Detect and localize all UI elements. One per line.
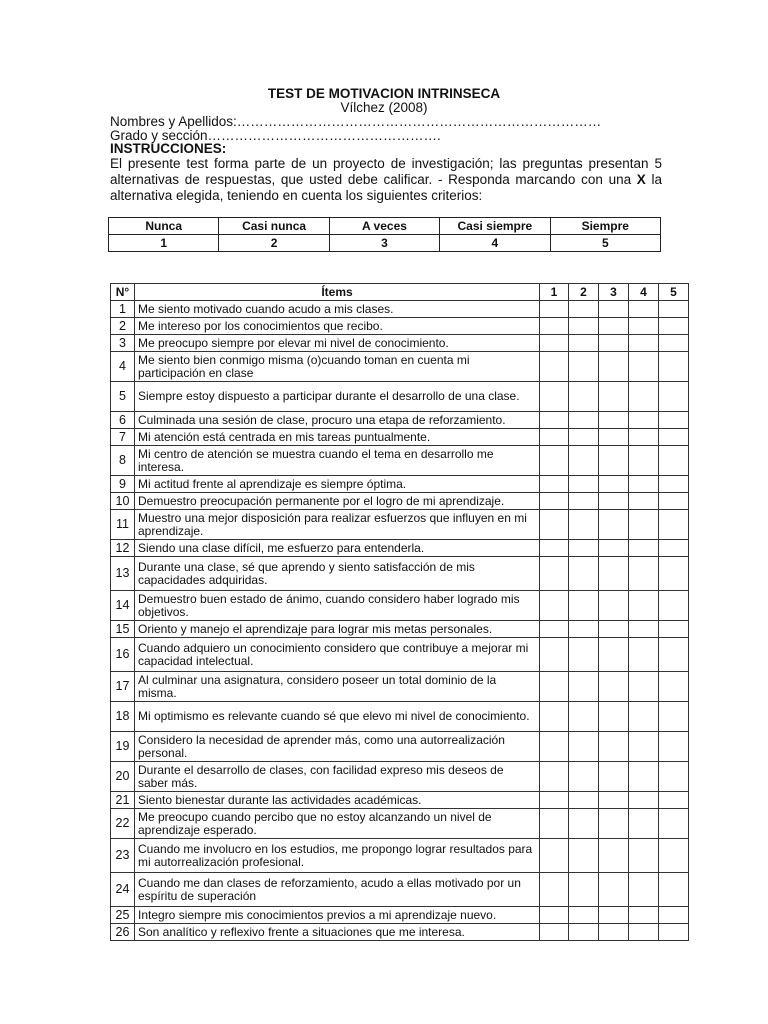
document-author: Vílchez (2008) [340,100,428,115]
answer-cell-3[interactable] [599,762,629,792]
answer-cell-1[interactable] [540,318,569,335]
item-text: Son analítico y reflexivo frente a situaciones que me interesa. [135,924,540,941]
answer-cell-4[interactable] [629,510,659,540]
answer-cell-5[interactable] [659,907,689,924]
answer-cell-5[interactable] [659,493,689,510]
items-header-row [111,284,689,301]
answer-cell-2[interactable] [569,672,599,702]
answer-cell-3[interactable] [599,672,629,702]
answer-cell-4[interactable] [629,924,659,941]
answer-cell-4[interactable] [629,792,659,809]
answer-cell-4[interactable] [629,429,659,446]
answer-cell-1[interactable] [540,873,569,907]
answer-cell-1[interactable] [540,621,569,638]
answer-cell-2[interactable] [569,702,599,732]
answer-cell-5[interactable] [659,873,689,907]
answer-cell-1[interactable] [540,335,569,352]
answer-cell-3[interactable] [599,446,629,476]
table-row [111,762,689,792]
item-text: Me siento bien conmigo misma (o)cuando toman en cuenta mi participación en clase [135,352,540,382]
item-number: 1 [111,301,135,318]
answer-cell-5[interactable] [659,809,689,839]
answer-cell-3[interactable] [599,702,629,732]
item-number: 14 [111,591,135,621]
item-number: 9 [111,476,135,493]
table-row [111,510,689,540]
item-text: Me preocupo siempre por elevar mi nivel de conocimiento. [135,335,540,352]
answer-cell-5[interactable] [659,510,689,540]
answer-cell-5[interactable] [659,335,689,352]
item-number: 8 [111,446,135,476]
item-number: 25 [111,907,135,924]
answer-cell-5[interactable] [659,591,689,621]
answer-cell-5[interactable] [659,924,689,941]
answer-cell-1[interactable] [540,762,569,792]
answer-cell-2[interactable] [569,301,599,318]
table-row [111,429,689,446]
answer-cell-4[interactable] [629,591,659,621]
answer-cell-4[interactable] [629,702,659,732]
item-number: 16 [111,638,135,672]
table-row [111,873,689,907]
answer-cell-1[interactable] [540,809,569,839]
criteria-label: Casi siempre [440,218,550,235]
table-row [111,839,689,873]
answer-cell-1[interactable] [540,301,569,318]
answer-cell-4[interactable] [629,907,659,924]
answer-cell-4[interactable] [629,809,659,839]
answer-cell-3[interactable] [599,924,629,941]
answer-cell-3[interactable] [599,792,629,809]
answer-cell-4[interactable] [629,335,659,352]
answer-cell-3[interactable] [599,621,629,638]
items-body [111,301,689,941]
instructions-heading: INSTRUCCIONES: [110,141,227,156]
answer-cell-3[interactable] [599,318,629,335]
answer-cell-2[interactable] [569,638,599,672]
table-row [111,672,689,702]
answer-cell-4[interactable] [629,352,659,382]
criteria-value: 2 [219,235,329,252]
answer-cell-4[interactable] [629,318,659,335]
answer-cell-1[interactable] [540,792,569,809]
item-text: Mi actitud frente al aprendizaje es siempre óptima. [135,476,540,493]
answer-cell-5[interactable] [659,621,689,638]
table-row [111,540,689,557]
item-text: Mi optimismo es relevante cuando sé que elevo mi nivel de conocimiento. [135,702,540,732]
item-text: Demuestro buen estado de ánimo, cuando considero haber logrado mis objetivos. [135,591,540,621]
item-text: Culminada una sesión de clase, procuro una etapa de reforzamiento. [135,412,540,429]
answer-cell-1[interactable] [540,672,569,702]
answer-cell-5[interactable] [659,672,689,702]
item-number: 11 [111,510,135,540]
grade-field[interactable]: Grado y sección……………………………………………. [110,128,441,143]
answer-cell-1[interactable] [540,476,569,493]
item-number: 19 [111,732,135,762]
item-text: Muestro una mejor disposición para realizar esfuerzos que influyen en mi aprendizaje. [135,510,540,540]
table-row [111,335,689,352]
items-table [110,283,689,941]
answer-cell-1[interactable] [540,591,569,621]
answer-cell-3[interactable] [599,352,629,382]
answer-cell-1[interactable] [540,638,569,672]
item-text: Siendo una clase difícil, me esfuerzo para entenderla. [135,540,540,557]
table-row [111,557,689,591]
answer-cell-2[interactable] [569,540,599,557]
answer-cell-4[interactable] [629,638,659,672]
item-text: Cuando adquiero un conocimiento considero que contribuye a mejorar mi capacidad intelectual. [135,638,540,672]
answer-cell-4[interactable] [629,476,659,493]
document-title: TEST DE MOTIVACION INTRINSECA [267,86,501,101]
item-number: 20 [111,762,135,792]
item-number: 26 [111,924,135,941]
answer-cell-5[interactable] [659,476,689,493]
criteria-label: Siempre [550,218,660,235]
answer-cell-2[interactable] [569,557,599,591]
answer-cell-1[interactable] [540,429,569,446]
item-number: 2 [111,318,135,335]
answer-cell-2[interactable] [569,924,599,941]
answer-cell-5[interactable] [659,557,689,591]
table-row [111,382,689,412]
item-number: 18 [111,702,135,732]
answer-cell-5[interactable] [659,702,689,732]
answer-cell-5[interactable] [659,352,689,382]
table-row [111,318,689,335]
item-number: 5 [111,382,135,412]
item-text: Demuestro preocupación permanente por el logro de mi aprendizaje. [135,493,540,510]
header-score-5: 5 [659,284,689,301]
header-items: Ítems [135,284,540,301]
table-row [111,591,689,621]
criteria-label: Nunca [109,218,219,235]
table-row [111,412,689,429]
answer-cell-5[interactable] [659,732,689,762]
answer-cell-4[interactable] [629,540,659,557]
item-number: 12 [111,540,135,557]
answer-cell-3[interactable] [599,839,629,873]
answer-cell-4[interactable] [629,873,659,907]
item-text: Siempre estoy dispuesto a participar durante el desarrollo de una clase. [135,382,540,412]
answer-cell-2[interactable] [569,335,599,352]
answer-cell-5[interactable] [659,429,689,446]
answer-cell-1[interactable] [540,732,569,762]
answer-cell-3[interactable] [599,540,629,557]
answer-cell-1[interactable] [540,557,569,591]
answer-cell-4[interactable] [629,301,659,318]
answer-cell-3[interactable] [599,493,629,510]
answer-cell-3[interactable] [599,873,629,907]
item-number: 22 [111,809,135,839]
answer-cell-1[interactable] [540,412,569,429]
answer-cell-2[interactable] [569,762,599,792]
table-row [111,301,689,318]
table-row [111,732,689,762]
answer-cell-2[interactable] [569,907,599,924]
answer-cell-1[interactable] [540,540,569,557]
header-score-2: 2 [569,284,599,301]
item-text: Me preocupo cuando percibo que no estoy alcanzando un nivel de aprendizaje esperado. [135,809,540,839]
answer-cell-4[interactable] [629,621,659,638]
item-text: Mi centro de atención se muestra cuando el tema en desarrollo me interesa. [135,446,540,476]
criteria-label: Casi nunca [219,218,329,235]
answer-cell-2[interactable] [569,446,599,476]
answer-cell-2[interactable] [569,732,599,762]
criteria-value: 5 [550,235,660,252]
answer-cell-4[interactable] [629,732,659,762]
answer-cell-1[interactable] [540,702,569,732]
header-score-1: 1 [540,284,569,301]
answer-cell-4[interactable] [629,839,659,873]
answer-cell-5[interactable] [659,762,689,792]
answer-cell-1[interactable] [540,907,569,924]
answer-cell-2[interactable] [569,873,599,907]
answer-cell-1[interactable] [540,382,569,412]
instructions-paragraph [110,156,662,204]
answer-cell-5[interactable] [659,540,689,557]
answer-cell-2[interactable] [569,809,599,839]
answer-cell-3[interactable] [599,476,629,493]
table-row [111,809,689,839]
criteria-label: A veces [329,218,439,235]
table-row [111,702,689,732]
item-number: 15 [111,621,135,638]
item-number: 3 [111,335,135,352]
item-number: 24 [111,873,135,907]
table-row [111,446,689,476]
answer-cell-5[interactable] [659,412,689,429]
name-field[interactable]: Nombres y Apellidos:……………………………………………………………………… [110,114,602,129]
answer-cell-2[interactable] [569,476,599,493]
answer-cell-4[interactable] [629,382,659,412]
table-row [111,792,689,809]
answer-cell-3[interactable] [599,510,629,540]
item-number: 6 [111,412,135,429]
answer-cell-1[interactable] [540,493,569,510]
answer-cell-1[interactable] [540,446,569,476]
answer-cell-2[interactable] [569,493,599,510]
answer-cell-2[interactable] [569,382,599,412]
criteria-value: 4 [440,235,550,252]
answer-cell-3[interactable] [599,732,629,762]
item-text: Oriento y manejo el aprendizaje para lograr mis metas personales. [135,621,540,638]
answer-cell-5[interactable] [659,318,689,335]
answer-cell-3[interactable] [599,591,629,621]
criteria-values-row [109,235,661,252]
item-text: Integro siempre mis conocimientos previos a mi aprendizaje nuevo. [135,907,540,924]
answer-cell-2[interactable] [569,352,599,382]
answer-cell-4[interactable] [629,557,659,591]
item-number: 7 [111,429,135,446]
header-score-4: 4 [629,284,659,301]
item-text: Cuando me dan clases de reforzamiento, acudo a ellas motivado por un espíritu de superación [135,873,540,907]
answer-cell-1[interactable] [540,924,569,941]
answer-cell-4[interactable] [629,446,659,476]
answer-cell-1[interactable] [540,510,569,540]
instructions-text-1: El presente test forma parte de un proyecto de investigación; las preguntas presentan 5 alternativas de respuestas, que usted debe calificar. - Responda marcando con una [110,156,662,187]
item-number: 4 [111,352,135,382]
answer-cell-5[interactable] [659,792,689,809]
table-row [111,621,689,638]
answer-cell-1[interactable] [540,839,569,873]
answer-cell-4[interactable] [629,493,659,510]
criteria-value: 3 [329,235,439,252]
answer-cell-2[interactable] [569,792,599,809]
header-number: N° [111,284,135,301]
item-number: 21 [111,792,135,809]
table-row [111,924,689,941]
answer-cell-3[interactable] [599,301,629,318]
table-row [111,493,689,510]
item-text: Me intereso por los conocimientos que recibo. [135,318,540,335]
answer-cell-4[interactable] [629,762,659,792]
item-number: 13 [111,557,135,591]
item-text: Mi atención está centrada en mis tareas puntualmente. [135,429,540,446]
table-row [111,476,689,493]
answer-cell-3[interactable] [599,382,629,412]
criteria-value: 1 [109,235,219,252]
answer-cell-2[interactable] [569,591,599,621]
answer-cell-2[interactable] [569,429,599,446]
answer-cell-2[interactable] [569,839,599,873]
answer-cell-5[interactable] [659,446,689,476]
item-number: 17 [111,672,135,702]
item-text: Siento bienestar durante las actividades académicas. [135,792,540,809]
answer-cell-3[interactable] [599,335,629,352]
item-text: Durante una clase, sé que aprendo y siento satisfacción de mis capacidades adquiridas. [135,557,540,591]
table-row [111,352,689,382]
item-number: 10 [111,493,135,510]
answer-cell-5[interactable] [659,638,689,672]
answer-cell-4[interactable] [629,412,659,429]
answer-cell-5[interactable] [659,382,689,412]
criteria-table [108,217,661,252]
answer-cell-2[interactable] [569,318,599,335]
instructions-x-mark: X [636,172,646,187]
item-text: Me siento motivado cuando acudo a mis clases. [135,301,540,318]
answer-cell-1[interactable] [540,352,569,382]
item-text: Al culminar una asignatura, considero poseer un total dominio de la misma. [135,672,540,702]
item-number: 23 [111,839,135,873]
answer-cell-2[interactable] [569,412,599,429]
header-score-3: 3 [599,284,629,301]
item-text: Durante el desarrollo de clases, con facilidad expreso mis deseos de saber más. [135,762,540,792]
answer-cell-3[interactable] [599,809,629,839]
answer-cell-4[interactable] [629,672,659,702]
criteria-labels-row [109,218,661,235]
answer-cell-2[interactable] [569,621,599,638]
answer-cell-5[interactable] [659,839,689,873]
answer-cell-3[interactable] [599,429,629,446]
instructions-text-2: la alternativa elegida, teniendo en cuenta los siguientes criterios: [110,172,663,203]
answer-cell-3[interactable] [599,412,629,429]
table-row [111,907,689,924]
answer-cell-3[interactable] [599,638,629,672]
answer-cell-5[interactable] [659,301,689,318]
answer-cell-3[interactable] [599,557,629,591]
answer-cell-3[interactable] [599,907,629,924]
item-text: Considero la necesidad de aprender más, como una autorrealización personal. [135,732,540,762]
item-text: Cuando me involucro en los estudios, me propongo lograr resultados para mi autorrealización profesional. [135,839,540,873]
answer-cell-2[interactable] [569,510,599,540]
table-row [111,638,689,672]
